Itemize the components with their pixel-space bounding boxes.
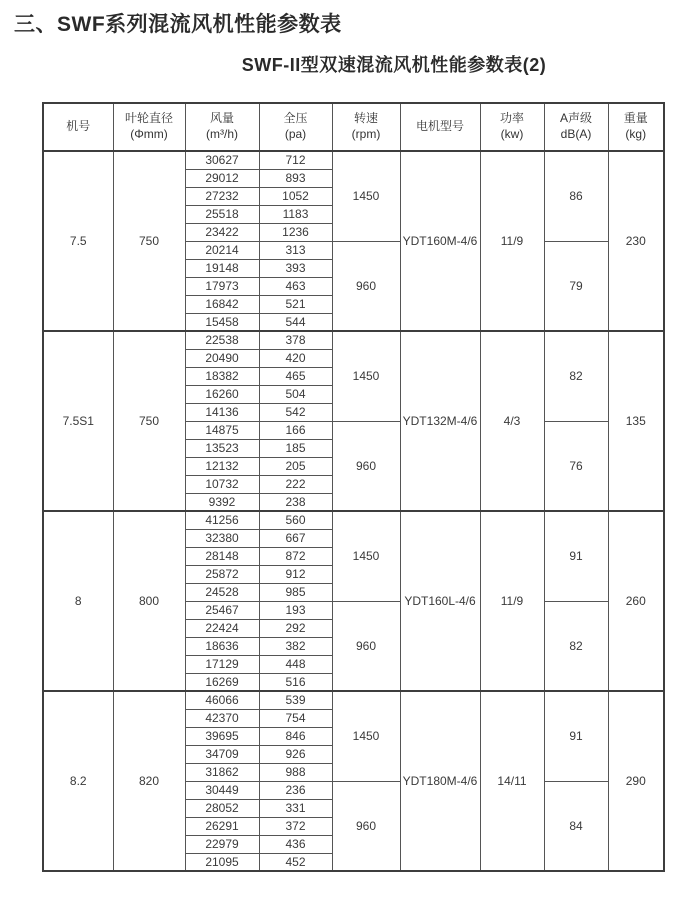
airflow-cell: 16269 — [185, 673, 259, 691]
table-row — [43, 691, 664, 709]
power-cell: 11/9 — [480, 151, 544, 331]
airflow-cell: 15458 — [185, 313, 259, 331]
airflow-cell: 10732 — [185, 475, 259, 493]
pressure-cell: 1236 — [259, 223, 332, 241]
airflow-cell: 24528 — [185, 583, 259, 601]
column-header-model-no: 机号 — [43, 103, 113, 151]
pressure-cell: 463 — [259, 277, 332, 295]
airflow-cell: 22538 — [185, 331, 259, 349]
fan-block-7.5S1 — [43, 331, 664, 511]
catalog-page — [0, 8, 700, 872]
airflow-cell: 16260 — [185, 385, 259, 403]
airflow-cell: 39695 — [185, 727, 259, 745]
airflow-cell: 28052 — [185, 799, 259, 817]
column-header-power: 功率 (kw) — [480, 103, 544, 151]
pressure-cell: 222 — [259, 475, 332, 493]
airflow-cell: 23422 — [185, 223, 259, 241]
airflow-cell: 9392 — [185, 493, 259, 511]
noise-level-cell: 91 — [544, 691, 608, 781]
speed-cell: 1450 — [332, 511, 400, 601]
airflow-cell: 25872 — [185, 565, 259, 583]
speed-cell: 960 — [332, 241, 400, 331]
airflow-cell: 20214 — [185, 241, 259, 259]
pressure-cell: 378 — [259, 331, 332, 349]
airflow-cell: 30449 — [185, 781, 259, 799]
pressure-cell: 452 — [259, 853, 332, 871]
pressure-cell: 893 — [259, 169, 332, 187]
column-header-motor-model: 电机型号 — [400, 103, 480, 151]
speed-cell: 1450 — [332, 691, 400, 781]
pressure-cell: 331 — [259, 799, 332, 817]
speed-cell: 960 — [332, 601, 400, 691]
pressure-cell: 193 — [259, 601, 332, 619]
impeller-diameter-cell: 800 — [113, 511, 185, 691]
speed-cell: 1450 — [332, 331, 400, 421]
pressure-cell: 166 — [259, 421, 332, 439]
airflow-cell: 20490 — [185, 349, 259, 367]
fan-block-8.2 — [43, 691, 664, 871]
airflow-cell: 13523 — [185, 439, 259, 457]
noise-level-cell: 86 — [544, 151, 608, 241]
pressure-cell: 539 — [259, 691, 332, 709]
pressure-cell: 846 — [259, 727, 332, 745]
airflow-cell: 21095 — [185, 853, 259, 871]
pressure-cell: 448 — [259, 655, 332, 673]
motor-model-cell: YDT160L-4/6 — [400, 511, 480, 691]
column-header-airflow: 风量 (m³/h) — [185, 103, 259, 151]
column-header-pressure: 全压 (pa) — [259, 103, 332, 151]
pressure-cell: 205 — [259, 457, 332, 475]
pressure-cell: 313 — [259, 241, 332, 259]
pressure-cell: 236 — [259, 781, 332, 799]
fan-performance-table — [42, 102, 665, 872]
pressure-cell: 985 — [259, 583, 332, 601]
pressure-cell: 667 — [259, 529, 332, 547]
pressure-cell: 372 — [259, 817, 332, 835]
airflow-cell: 18382 — [185, 367, 259, 385]
airflow-cell: 14875 — [185, 421, 259, 439]
fan-block-7.5 — [43, 151, 664, 331]
pressure-cell: 754 — [259, 709, 332, 727]
column-header-noise-level: A声级 dB(A) — [544, 103, 608, 151]
noise-level-cell: 76 — [544, 421, 608, 511]
airflow-cell: 22424 — [185, 619, 259, 637]
pressure-cell: 238 — [259, 493, 332, 511]
pressure-cell: 516 — [259, 673, 332, 691]
airflow-cell: 27232 — [185, 187, 259, 205]
weight-cell: 135 — [608, 331, 664, 511]
airflow-cell: 14136 — [185, 403, 259, 421]
airflow-cell: 17973 — [185, 277, 259, 295]
header-row — [43, 103, 664, 151]
noise-level-cell: 82 — [544, 601, 608, 691]
power-cell: 11/9 — [480, 511, 544, 691]
airflow-cell: 31862 — [185, 763, 259, 781]
pressure-cell: 1183 — [259, 205, 332, 223]
column-header-speed: 转速 (rpm) — [332, 103, 400, 151]
impeller-diameter-cell: 820 — [113, 691, 185, 871]
airflow-cell: 22979 — [185, 835, 259, 853]
noise-level-cell: 82 — [544, 331, 608, 421]
airflow-cell: 34709 — [185, 745, 259, 763]
airflow-cell: 32380 — [185, 529, 259, 547]
pressure-cell: 560 — [259, 511, 332, 529]
airflow-cell: 30627 — [185, 151, 259, 169]
noise-level-cell: 84 — [544, 781, 608, 871]
pressure-cell: 185 — [259, 439, 332, 457]
motor-model-cell: YDT132M-4/6 — [400, 331, 480, 511]
impeller-diameter-cell: 750 — [113, 151, 185, 331]
airflow-cell: 16842 — [185, 295, 259, 313]
pressure-cell: 544 — [259, 313, 332, 331]
pressure-cell: 393 — [259, 259, 332, 277]
pressure-cell: 465 — [259, 367, 332, 385]
pressure-cell: 420 — [259, 349, 332, 367]
weight-cell: 260 — [608, 511, 664, 691]
pressure-cell: 912 — [259, 565, 332, 583]
pressure-cell: 542 — [259, 403, 332, 421]
pressure-cell: 504 — [259, 385, 332, 403]
pressure-cell: 292 — [259, 619, 332, 637]
noise-level-cell: 79 — [544, 241, 608, 331]
airflow-cell: 18636 — [185, 637, 259, 655]
pressure-cell: 988 — [259, 763, 332, 781]
model-no-cell: 7.5 — [43, 151, 113, 331]
model-no-cell: 8.2 — [43, 691, 113, 871]
airflow-cell: 25518 — [185, 205, 259, 223]
table-row — [43, 511, 664, 529]
pressure-cell: 436 — [259, 835, 332, 853]
airflow-cell: 41256 — [185, 511, 259, 529]
impeller-diameter-cell: 750 — [113, 331, 185, 511]
pressure-cell: 712 — [259, 151, 332, 169]
speed-cell: 960 — [332, 421, 400, 511]
power-cell: 4/3 — [480, 331, 544, 511]
pressure-cell: 382 — [259, 637, 332, 655]
airflow-cell: 12132 — [185, 457, 259, 475]
power-cell: 14/11 — [480, 691, 544, 871]
motor-model-cell: YDT160M-4/6 — [400, 151, 480, 331]
airflow-cell: 17129 — [185, 655, 259, 673]
table-row — [43, 151, 664, 169]
table-row — [43, 331, 664, 349]
airflow-cell: 25467 — [185, 601, 259, 619]
pressure-cell: 926 — [259, 745, 332, 763]
speed-cell: 1450 — [332, 151, 400, 241]
pressure-cell: 872 — [259, 547, 332, 565]
column-header-impeller-diameter: 叶轮直径 (Φmm) — [113, 103, 185, 151]
model-no-cell: 7.5S1 — [43, 331, 113, 511]
airflow-cell: 19148 — [185, 259, 259, 277]
airflow-cell: 26291 — [185, 817, 259, 835]
table-header — [43, 103, 664, 151]
airflow-cell: 46066 — [185, 691, 259, 709]
table-subtitle: SWF-II型双速混流风机性能参数表(2) — [241, 55, 547, 75]
model-no-cell: 8 — [43, 511, 113, 691]
speed-cell: 960 — [332, 781, 400, 871]
motor-model-cell: YDT180M-4/6 — [400, 691, 480, 871]
pressure-cell: 521 — [259, 295, 332, 313]
pressure-cell: 1052 — [259, 187, 332, 205]
page-title: 三、SWF系列混流风机性能参数表 — [14, 13, 342, 36]
weight-cell: 290 — [608, 691, 664, 871]
weight-cell: 230 — [608, 151, 664, 331]
noise-level-cell: 91 — [544, 511, 608, 601]
column-header-weight: 重量 (kg) — [608, 103, 664, 151]
airflow-cell: 28148 — [185, 547, 259, 565]
airflow-cell: 42370 — [185, 709, 259, 727]
airflow-cell: 29012 — [185, 169, 259, 187]
fan-block-8 — [43, 511, 664, 691]
